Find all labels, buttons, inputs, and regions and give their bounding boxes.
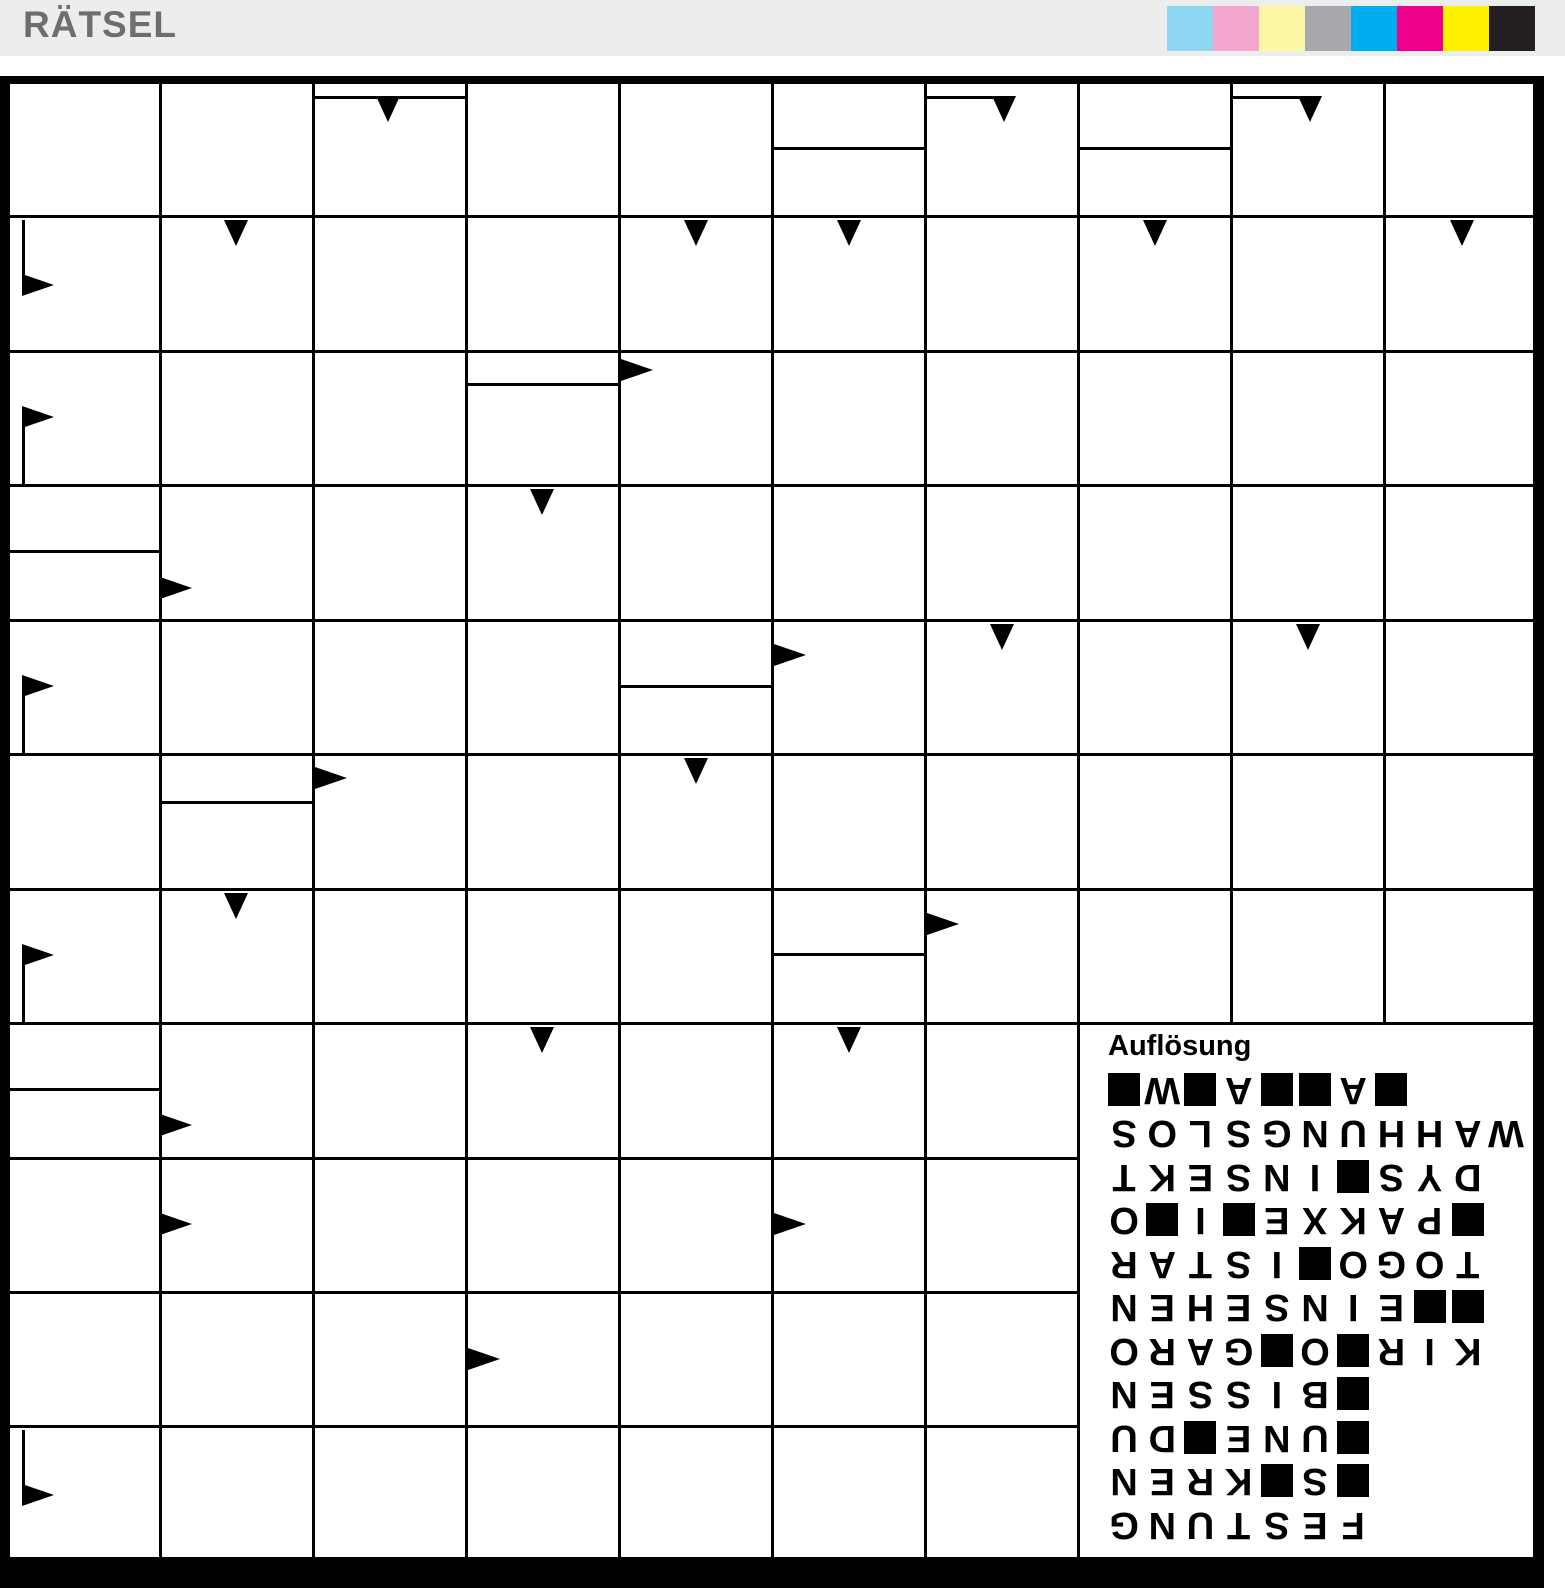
- answer-cell[interactable]: [1233, 353, 1383, 484]
- solution-letter: W: [1144, 1068, 1181, 1111]
- arrow-right-icon: [22, 274, 54, 296]
- solution-letter: [1372, 1459, 1410, 1503]
- solution-block: [1143, 1198, 1181, 1242]
- answer-cell[interactable]: [162, 1294, 312, 1425]
- solution-letter: [1487, 1416, 1525, 1460]
- solution-row: [1105, 1242, 1525, 1286]
- arrow-down-icon: [837, 1027, 861, 1053]
- arrow-down-icon: [1450, 220, 1474, 246]
- answer-cell[interactable]: [315, 218, 465, 350]
- solution-letter: [1449, 1459, 1487, 1503]
- answer-cell[interactable]: [468, 756, 618, 888]
- clue-cell: [315, 1294, 465, 1425]
- answer-cell[interactable]: [1386, 487, 1533, 619]
- arrow-stem-line: [315, 96, 465, 99]
- solution-letter: [1487, 1372, 1525, 1416]
- answer-cell[interactable]: [1080, 891, 1230, 1022]
- clue-cell: [774, 891, 924, 1022]
- solution-letter: O: [1109, 1329, 1139, 1372]
- answer-cell[interactable]: [621, 487, 771, 619]
- solution-letter: K: [1224, 1460, 1253, 1503]
- solution-letter: R: [1377, 1329, 1406, 1372]
- solution-row: [1105, 1068, 1525, 1112]
- clue-cell: [162, 756, 312, 888]
- solution-block: [1334, 1329, 1372, 1373]
- answer-cell[interactable]: [315, 1428, 465, 1557]
- arrow-stem-line: [22, 1430, 25, 1500]
- solution-block: [1410, 1285, 1448, 1329]
- solution-block: [1334, 1416, 1372, 1460]
- solution-letter: I: [1271, 1373, 1283, 1416]
- answer-cell[interactable]: [1233, 756, 1383, 888]
- answer-cell[interactable]: [774, 1428, 924, 1557]
- solution-letter: A: [1339, 1068, 1367, 1111]
- solution-letter: E: [1264, 1199, 1290, 1242]
- solution-letter: N: [1110, 1286, 1138, 1329]
- arrow-down-icon: [992, 96, 1016, 122]
- answer-cell[interactable]: [315, 353, 465, 484]
- answer-cell[interactable]: [162, 1428, 312, 1557]
- solution-letter: [1449, 1416, 1487, 1460]
- answer-cell[interactable]: [927, 1025, 1077, 1157]
- solution-row: [1105, 1329, 1525, 1373]
- solution-letter: [1410, 1068, 1448, 1112]
- solution-block: [1105, 1068, 1143, 1112]
- solution-letter: [1487, 1459, 1525, 1503]
- arrow-right-icon: [315, 767, 347, 789]
- solution-letter: [1487, 1285, 1525, 1329]
- solution-letter: N: [1110, 1460, 1138, 1503]
- arrow-down-icon: [530, 489, 554, 515]
- answer-cell[interactable]: [927, 353, 1077, 484]
- solution-letter: E: [1149, 1460, 1175, 1503]
- solution-letter: S: [1225, 1242, 1252, 1285]
- answer-cell[interactable]: [315, 487, 465, 619]
- solution-block: [1181, 1416, 1219, 1460]
- arrow-stem-line: [22, 677, 25, 753]
- arrow-right-icon: [22, 675, 54, 697]
- solution-letter: S: [1378, 1155, 1405, 1198]
- solution-letter: D: [1454, 1155, 1482, 1198]
- solution-row: [1105, 1198, 1525, 1242]
- solution-block: [1372, 1068, 1410, 1112]
- clue-cell: [927, 487, 1077, 619]
- answer-cell[interactable]: [1080, 756, 1230, 888]
- answer-cell[interactable]: [621, 1025, 771, 1157]
- solution-letter: N: [1110, 1373, 1138, 1416]
- solution-block: [1334, 1372, 1372, 1416]
- clue-cell: [621, 622, 771, 753]
- solution-letter: [1372, 1372, 1410, 1416]
- arrow-stem-line: [927, 96, 997, 99]
- solution-block: [1449, 1198, 1487, 1242]
- solution-letter: G: [1109, 1503, 1139, 1546]
- answer-cell[interactable]: [1233, 218, 1383, 350]
- solution-block: [1296, 1068, 1334, 1112]
- answer-cell[interactable]: [927, 1294, 1077, 1425]
- arrow-right-icon: [621, 359, 653, 381]
- solution-letter: [1487, 1329, 1525, 1373]
- solution-letter: S: [1302, 1460, 1328, 1503]
- answer-cell[interactable]: [1386, 891, 1533, 1022]
- solution-letter: [1449, 1068, 1487, 1112]
- solution-letter: [1410, 1459, 1448, 1503]
- solution-letter: T: [1112, 1155, 1136, 1198]
- solution-letter: [1449, 1503, 1487, 1547]
- solution-row: [1105, 1155, 1525, 1199]
- solution-letter: T: [1456, 1242, 1480, 1285]
- solution-letter: I: [1309, 1155, 1321, 1198]
- answer-cell[interactable]: [927, 756, 1077, 888]
- solution-block: [1334, 1459, 1372, 1503]
- solution-letter: U: [1339, 1112, 1367, 1155]
- solution-row: [1105, 1416, 1525, 1460]
- answer-cell[interactable]: [927, 891, 1077, 1022]
- answer-cell[interactable]: [1080, 487, 1230, 619]
- solution-letter: S: [1264, 1503, 1290, 1546]
- solution-letter: E: [1149, 1286, 1175, 1329]
- solution-letter: D: [1148, 1416, 1176, 1459]
- solution-letter: A: [1377, 1199, 1406, 1242]
- solution-row: [1105, 1111, 1525, 1155]
- solution-row: [1105, 1372, 1525, 1416]
- solution-letter: K: [1339, 1199, 1367, 1242]
- solution-letter: E: [1225, 1286, 1252, 1329]
- solution-row: [1105, 1459, 1525, 1503]
- solution-letter: I: [1347, 1286, 1359, 1329]
- clue-cell: [468, 84, 618, 215]
- solution-block: [1296, 1242, 1334, 1286]
- answer-cell[interactable]: [621, 1428, 771, 1557]
- solution-letter: H: [1186, 1286, 1215, 1329]
- solution-letter: T: [1188, 1242, 1213, 1285]
- clue-cell: [1233, 487, 1383, 619]
- arrow-right-icon: [22, 406, 54, 428]
- answer-cell[interactable]: [774, 756, 924, 888]
- solution-letter: O: [1338, 1242, 1368, 1285]
- solution-grid: [1105, 1068, 1525, 1546]
- answer-cell[interactable]: [162, 1025, 312, 1157]
- solution-title: Auflösung: [1108, 1030, 1252, 1062]
- arrow-right-icon: [927, 913, 959, 935]
- solution-letter: R: [1110, 1242, 1138, 1285]
- solution-letter: F: [1341, 1503, 1365, 1546]
- answer-cell[interactable]: [1080, 622, 1230, 753]
- answer-cell[interactable]: [162, 353, 312, 484]
- answer-cell[interactable]: [468, 622, 618, 753]
- solution-letter: [1372, 1416, 1410, 1460]
- solution-letter: O: [1300, 1329, 1330, 1372]
- arrow-right-icon: [774, 644, 806, 666]
- solution-letter: U: [1110, 1416, 1138, 1459]
- solution-letter: E: [1225, 1416, 1252, 1459]
- arrow-stem-line: [1233, 96, 1303, 99]
- answer-cell[interactable]: [468, 1428, 618, 1557]
- solution-letter: N: [1263, 1155, 1291, 1198]
- arrow-down-icon: [530, 1027, 554, 1053]
- solution-letter: S: [1225, 1112, 1252, 1155]
- solution-letter: H: [1377, 1112, 1406, 1155]
- solution-letter: A: [1454, 1112, 1482, 1155]
- solution-letter: [1410, 1503, 1448, 1547]
- solution-letter: U: [1186, 1503, 1215, 1546]
- solution-letter: O: [1109, 1199, 1139, 1242]
- arrow-down-icon: [224, 893, 248, 919]
- arrow-stem-line: [22, 946, 25, 1024]
- solution-letter: E: [1302, 1503, 1328, 1546]
- solution-letter: [1372, 1503, 1410, 1547]
- clue-cell: [621, 1160, 771, 1291]
- answer-cell[interactable]: [162, 487, 312, 619]
- answer-cell[interactable]: [315, 891, 465, 1022]
- solution-letter: G: [1262, 1112, 1292, 1155]
- solution-letter: N: [1148, 1503, 1176, 1546]
- clue-cell: [10, 1025, 159, 1157]
- answer-cell[interactable]: [927, 1428, 1077, 1557]
- answer-cell[interactable]: [1386, 756, 1533, 888]
- solution-letter: [1410, 1372, 1448, 1416]
- arrow-stem-line: [22, 408, 25, 486]
- solution-letter: U: [1301, 1416, 1329, 1459]
- arrow-down-icon: [224, 220, 248, 246]
- clue-cell: [468, 891, 618, 1022]
- solution-row: [1105, 1285, 1525, 1329]
- clue-cell: [1386, 84, 1533, 215]
- answer-cell[interactable]: [774, 622, 924, 753]
- arrow-stem-line: [22, 220, 25, 290]
- solution-letter: W: [1487, 1112, 1524, 1155]
- solution-block: [1334, 1155, 1372, 1199]
- answer-cell[interactable]: [774, 1294, 924, 1425]
- solution-block: [1258, 1329, 1296, 1373]
- solution-letter: E: [1187, 1155, 1214, 1198]
- solution-block: [1220, 1198, 1258, 1242]
- solution-letter: N: [1301, 1286, 1329, 1329]
- solution-letter: S: [1225, 1155, 1252, 1198]
- solution-letter: K: [1148, 1155, 1176, 1198]
- answer-cell[interactable]: [621, 1294, 771, 1425]
- solution-block: [1181, 1068, 1219, 1112]
- answer-cell[interactable]: [315, 1025, 465, 1157]
- solution-letter: O: [1147, 1112, 1177, 1155]
- solution-letter: S: [1187, 1373, 1214, 1416]
- arrow-down-icon: [837, 220, 861, 246]
- arrow-down-icon: [376, 96, 400, 122]
- solution-block: [1449, 1285, 1487, 1329]
- solution-letter: H: [1415, 1112, 1444, 1155]
- solution-letter: I: [1424, 1329, 1435, 1372]
- solution-letter: [1410, 1416, 1448, 1460]
- solution-letter: N: [1263, 1416, 1291, 1459]
- solution-block: [1258, 1459, 1296, 1503]
- solution-block: [1258, 1068, 1296, 1112]
- solution-letter: [1487, 1068, 1525, 1112]
- clue-cell: [10, 84, 159, 215]
- solution-letter: R: [1186, 1460, 1215, 1503]
- answer-cell[interactable]: [162, 622, 312, 753]
- arrow-down-icon: [684, 758, 708, 784]
- answer-cell[interactable]: [774, 487, 924, 619]
- page-title: RÄTSEL: [23, 4, 177, 45]
- solution-letter: E: [1149, 1373, 1175, 1416]
- solution-letter: S: [1225, 1373, 1252, 1416]
- solution-letter: P: [1416, 1199, 1443, 1242]
- solution-letter: S: [1111, 1112, 1137, 1155]
- solution-row: [1105, 1503, 1525, 1547]
- arrow-right-icon: [774, 1213, 806, 1235]
- solution-letter: A: [1148, 1242, 1176, 1285]
- clue-cell: [10, 1160, 159, 1291]
- arrow-down-icon: [1298, 96, 1322, 122]
- answer-cell[interactable]: [1080, 353, 1230, 484]
- solution-letter: E: [1378, 1286, 1405, 1329]
- clue-cell: [468, 353, 618, 484]
- solution-letter: S: [1264, 1286, 1290, 1329]
- answer-cell[interactable]: [927, 1160, 1077, 1291]
- clue-cell: [774, 84, 924, 215]
- solution-letter: O: [1414, 1242, 1445, 1285]
- clue-cell: [621, 84, 771, 215]
- answer-cell[interactable]: [927, 218, 1077, 350]
- solution-letter: L: [1188, 1112, 1213, 1155]
- solution-letter: I: [1271, 1242, 1283, 1285]
- solution-letter: G: [1223, 1329, 1254, 1372]
- arrow-down-icon: [990, 624, 1014, 650]
- solution-letter: X: [1302, 1199, 1328, 1242]
- arrow-right-icon: [468, 1348, 500, 1370]
- solution-letter: T: [1226, 1503, 1251, 1546]
- arrow-down-icon: [1143, 220, 1167, 246]
- solution-letter: [1487, 1242, 1525, 1286]
- clue-cell: [10, 487, 159, 619]
- arrow-down-icon: [1296, 624, 1320, 650]
- solution-letter: B: [1301, 1373, 1329, 1416]
- solution-letter: I: [1195, 1199, 1206, 1242]
- clue-cell: [1080, 84, 1230, 215]
- answer-cell[interactable]: [774, 353, 924, 484]
- arrow-right-icon: [160, 577, 192, 599]
- clue-cell: [10, 1294, 159, 1425]
- solution-letter: G: [1376, 1242, 1407, 1285]
- clue-cell: [10, 756, 159, 888]
- arrow-right-icon: [22, 1484, 54, 1506]
- arrow-down-icon: [684, 220, 708, 246]
- solution-letter: [1449, 1372, 1487, 1416]
- solution-letter: A: [1186, 1329, 1215, 1372]
- answer-cell[interactable]: [315, 622, 465, 753]
- clue-cell: [162, 84, 312, 215]
- answer-cell[interactable]: [1386, 622, 1533, 753]
- answer-cell[interactable]: [468, 1160, 618, 1291]
- answer-cell[interactable]: [1386, 353, 1533, 484]
- arrow-right-icon: [160, 1114, 192, 1136]
- solution-letter: [1487, 1503, 1525, 1547]
- arrow-right-icon: [22, 944, 54, 966]
- answer-cell[interactable]: [315, 1160, 465, 1291]
- arrow-right-icon: [160, 1213, 192, 1235]
- answer-cell[interactable]: [621, 891, 771, 1022]
- solution-letter: N: [1301, 1112, 1329, 1155]
- solution-letter: R: [1148, 1329, 1176, 1372]
- solution-letter: A: [1224, 1068, 1253, 1111]
- answer-cell[interactable]: [1233, 891, 1383, 1022]
- solution-letter: [1487, 1198, 1525, 1242]
- solution-letter: Y: [1416, 1155, 1443, 1198]
- solution-letter: K: [1454, 1329, 1482, 1372]
- answer-cell[interactable]: [468, 218, 618, 350]
- solution-letter: [1487, 1155, 1525, 1199]
